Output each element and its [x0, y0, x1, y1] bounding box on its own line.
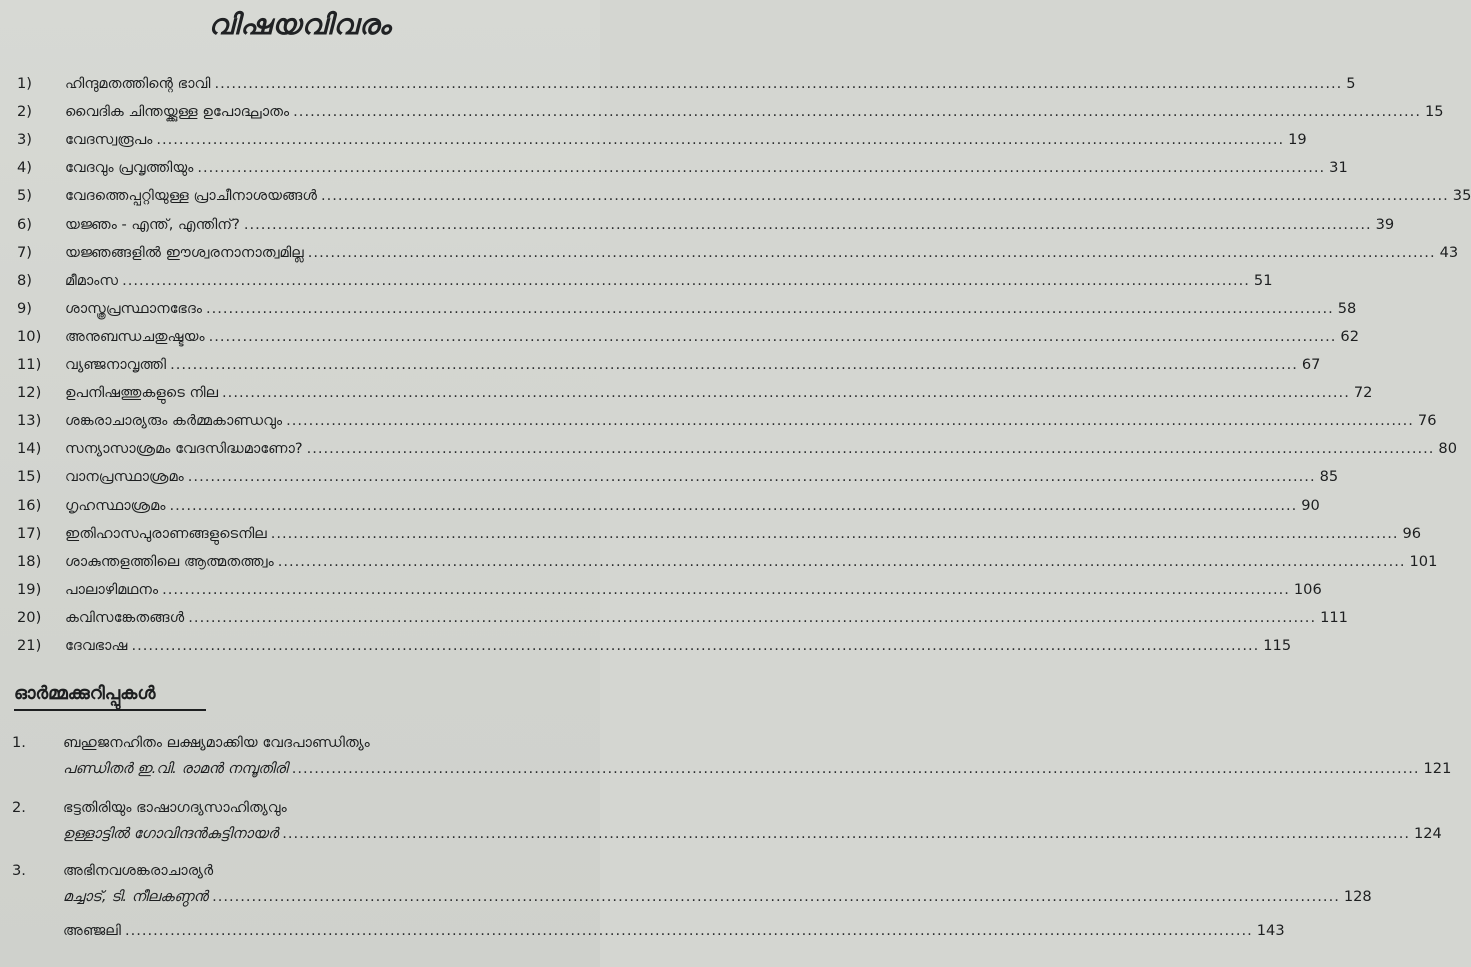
toc-number: 3): [17, 131, 32, 149]
dot-leader: ........................................................................................................................................................................................................: [188, 608, 1317, 626]
toc-title: വൈദിക ചിന്തയ്ക്കുള്ള ഉപോദ്ഘാതം: [65, 103, 290, 121]
toc-page-number: 62: [1340, 327, 1359, 345]
toc-row: [0, 70, 1356, 98]
toc-number: 16): [17, 496, 42, 514]
toc-page-number: 31: [1329, 159, 1348, 177]
toc-entry: [65, 211, 1395, 239]
toc-title: ദേവഭാഷ: [65, 637, 128, 654]
toc-page-number: 85: [1319, 468, 1339, 486]
dot-leader: ........................................................................................................................................................................................................: [205, 299, 1334, 317]
toc-entry: [65, 463, 1339, 491]
toc-number: 13): [17, 412, 42, 430]
toc-row: [0, 351, 1321, 379]
memoir-page-number: 121: [1423, 760, 1452, 777]
toc-number: 5): [17, 187, 32, 205]
toc-row: [0, 632, 1292, 660]
memoir-author: അഞ്ജലി: [63, 922, 121, 939]
toc-title: ശാകുന്തളത്തിലെ ആത്മതത്ത്വം: [65, 552, 274, 570]
toc-entry: [65, 182, 1471, 210]
toc-number: 14): [17, 440, 42, 458]
toc-title: വാനപ്രസ്ഥാശ്രമം: [65, 468, 184, 486]
toc-title: യജ്ഞങ്ങളിൽ ഈശ്വരനാനാത്വമില്ല: [65, 243, 304, 261]
toc-row: [0, 323, 1359, 351]
toc-title: ശാസ്ത്രപ്രസ്ഥാനഭേദം: [65, 299, 202, 317]
dot-leader: ........................................................................................................................................................................................................: [156, 131, 1285, 149]
toc-entry: [65, 632, 1292, 660]
toc-number: 20): [17, 608, 42, 626]
memoir-number: 2.: [12, 799, 26, 816]
toc-row: [0, 520, 1422, 548]
toc-row: [0, 295, 1357, 323]
toc-title: കവിസങ്കേതങ്ങൾ: [65, 608, 185, 626]
page-title: വിഷയവിവരം: [208, 8, 392, 41]
toc-entry: [65, 323, 1359, 351]
toc-number: 12): [17, 384, 42, 402]
toc-page-number: 101: [1409, 552, 1438, 570]
toc-number: 21): [17, 637, 42, 654]
toc-number: 10): [17, 327, 42, 345]
toc-page-number: 43: [1439, 243, 1459, 261]
toc-entry: [65, 98, 1444, 126]
memoir-page-number: 124: [1413, 825, 1442, 842]
memoir-author: ഉള്ളാട്ടിൽ ഗോവിന്ദൻകുട്ടിനായർ: [63, 825, 279, 842]
memoir-title: ഭട്ടതിരിയും ഭാഷാഗദ്യസാഹിത്യവും: [63, 799, 287, 816]
toc-page-number: 111: [1320, 608, 1348, 626]
toc-entry: [65, 295, 1357, 323]
toc-title: അനുബന്ധചതുഷ്ടയം: [65, 327, 205, 345]
dot-leader: ........................................................................................................................................................................................................: [306, 440, 1435, 458]
toc-number: 19): [17, 580, 42, 598]
toc-title: വേദത്തെപ്പറ്റിയുള്ള പ്രാചീനാശയങ്ങൾ: [65, 187, 317, 205]
toc-number: 1): [17, 75, 32, 92]
memoir-title: അഭിനവശങ്കരാചാര്യർ: [63, 862, 214, 879]
toc-entry: [65, 435, 1457, 463]
memoir-entry: [63, 760, 1452, 777]
toc-page-number: 15: [1424, 103, 1444, 121]
dot-leader: ........................................................................................................................................................................................................: [197, 159, 1326, 177]
toc-title: ഹിന്ദുമതത്തിന്റെ ഭാവി: [65, 75, 211, 92]
toc-number: 4): [17, 159, 32, 177]
toc-title: ഗൃഹസ്ഥാശ്രമം: [65, 496, 166, 514]
toc-entry: [65, 492, 1320, 520]
toc-entry: [65, 154, 1348, 182]
memoir-entry: [63, 825, 1442, 842]
dot-leader: ........................................................................................................................................................................................................: [291, 760, 1420, 777]
toc-row: [0, 604, 1348, 632]
dot-leader: ........................................................................................................................................................................................................: [214, 75, 1343, 92]
toc-row: [0, 98, 1444, 126]
toc-number: 15): [17, 468, 42, 486]
toc-row: [0, 407, 1437, 435]
dot-leader: ........................................................................................................................................................................................................: [187, 468, 1316, 486]
dot-leader: ........................................................................................................................................................................................................: [277, 552, 1406, 570]
dot-leader: ........................................................................................................................................................................................................: [307, 243, 1436, 261]
toc-page-number: 39: [1375, 215, 1395, 233]
toc-page-number: 19: [1288, 131, 1307, 149]
toc-page-number: 115: [1263, 637, 1292, 654]
toc-row: [0, 182, 1471, 210]
toc-row: [0, 492, 1320, 520]
toc-number: 11): [17, 356, 42, 373]
dot-leader: ........................................................................................................................................................................................................: [124, 922, 1253, 939]
memoirs-heading: ഓർമ്മക്കുറിപ്പുകൾ: [14, 683, 156, 704]
toc-row: [0, 576, 1322, 604]
toc-title: വേദസ്വരൂപം: [65, 131, 153, 149]
toc-title: ശങ്കരാചാര്യരും കർമ്മകാണ്ഡവും: [65, 412, 283, 430]
toc-entry: [65, 267, 1273, 295]
toc-entry: [65, 379, 1373, 407]
toc-entry: [65, 576, 1322, 604]
dot-leader: ........................................................................................................................................................................................................: [169, 496, 1298, 514]
toc-row: [0, 548, 1438, 576]
dot-leader: ........................................................................................................................................................................................................: [286, 412, 1414, 430]
toc-row: [0, 267, 1273, 295]
toc-number: 8): [17, 271, 32, 289]
dot-leader: ........................................................................................................................................................................................................: [243, 215, 1372, 233]
toc-entry: [65, 239, 1459, 267]
toc-page-number: 58: [1337, 299, 1357, 317]
toc-page-number: 90: [1301, 496, 1320, 514]
toc-row: [0, 379, 1373, 407]
toc-page-number: 51: [1253, 271, 1273, 289]
toc-entry: [65, 351, 1321, 379]
dot-leader: ........................................................................................................................................................................................................: [162, 580, 1290, 598]
toc-number: 18): [17, 552, 42, 570]
toc-page-number: 5: [1346, 75, 1356, 92]
toc-entry: [65, 70, 1356, 98]
toc-title: സന്യാസാശ്രമം വേദസിദ്ധമാണോ?: [65, 440, 303, 458]
dot-leader: ........................................................................................................................................................................................................: [282, 825, 1410, 842]
dot-leader: ........................................................................................................................................................................................................: [293, 103, 1421, 121]
toc-title: ഇതിഹാസപുരാണങ്ങളുടെനില: [65, 524, 267, 542]
memoir-entry: [63, 888, 1372, 905]
memoirs-heading-underline: [14, 709, 206, 711]
toc-title: പാലാഴിമഥനം: [65, 580, 159, 598]
toc-page-number: 80: [1438, 440, 1457, 458]
toc-row: [0, 463, 1339, 491]
toc-title: വ്യഞ്ജനാവൃത്തി: [65, 356, 167, 373]
toc-entry: [65, 520, 1422, 548]
toc-title: വേദവും പ്രവൃത്തിയും: [65, 159, 194, 177]
memoir-title: ബഹുജനഹിതം ലക്ഷ്യമാക്കിയ വേദപാണ്ഡിത്യം: [63, 734, 370, 751]
toc-number: 2): [17, 103, 32, 121]
toc-number: 17): [17, 524, 42, 542]
toc-number: 7): [17, 243, 32, 261]
toc-entry: [65, 604, 1348, 632]
toc-row: [0, 435, 1457, 463]
memoir-author: പണ്ഡിതർ ഇ.വി. രാമൻ നമ്പൂതിരി: [63, 760, 288, 777]
toc-title: ഉപനിഷത്തുകളുടെ നില: [65, 384, 219, 402]
memoir-entry: [63, 922, 1285, 939]
memoir-page-number: 143: [1256, 922, 1285, 939]
toc-page-number: 72: [1353, 384, 1373, 402]
dot-leader: ........................................................................................................................................................................................................: [208, 327, 1337, 345]
toc-page-number: 35: [1452, 187, 1471, 205]
toc-row: [0, 126, 1307, 154]
dot-leader: ........................................................................................................................................................................................................: [131, 637, 1260, 654]
toc-title: മീമാംസ: [65, 271, 119, 289]
toc-entry: [65, 407, 1437, 435]
memoir-page-number: 128: [1343, 888, 1372, 905]
toc-title: യജ്ഞം - എന്ത്, എന്തിന്?: [65, 215, 240, 233]
toc-page-number: 67: [1301, 356, 1321, 373]
dot-leader: ........................................................................................................................................................................................................: [212, 888, 1340, 905]
toc-number: 9): [17, 299, 32, 317]
toc-page-number: 76: [1417, 412, 1437, 430]
toc-row: [0, 239, 1459, 267]
toc-row: [0, 211, 1395, 239]
memoir-author: മച്ചാട്, ടി. നീലകണ്ഠൻ: [63, 888, 209, 905]
dot-leader: ........................................................................................................................................................................................................: [122, 271, 1250, 289]
dot-leader: ........................................................................................................................................................................................................: [270, 524, 1399, 542]
dot-leader: ........................................................................................................................................................................................................: [222, 384, 1350, 402]
dot-leader: ........................................................................................................................................................................................................: [321, 187, 1449, 205]
toc-entry: [65, 126, 1307, 154]
toc-entry: [65, 548, 1438, 576]
toc-number: 6): [17, 215, 32, 233]
toc-page-number: 106: [1293, 580, 1322, 598]
memoir-number: 3.: [12, 862, 26, 879]
dot-leader: ........................................................................................................................................................................................................: [170, 356, 1298, 373]
memoir-number: 1.: [12, 734, 26, 751]
toc-page-number: 96: [1402, 524, 1422, 542]
toc-row: [0, 154, 1348, 182]
